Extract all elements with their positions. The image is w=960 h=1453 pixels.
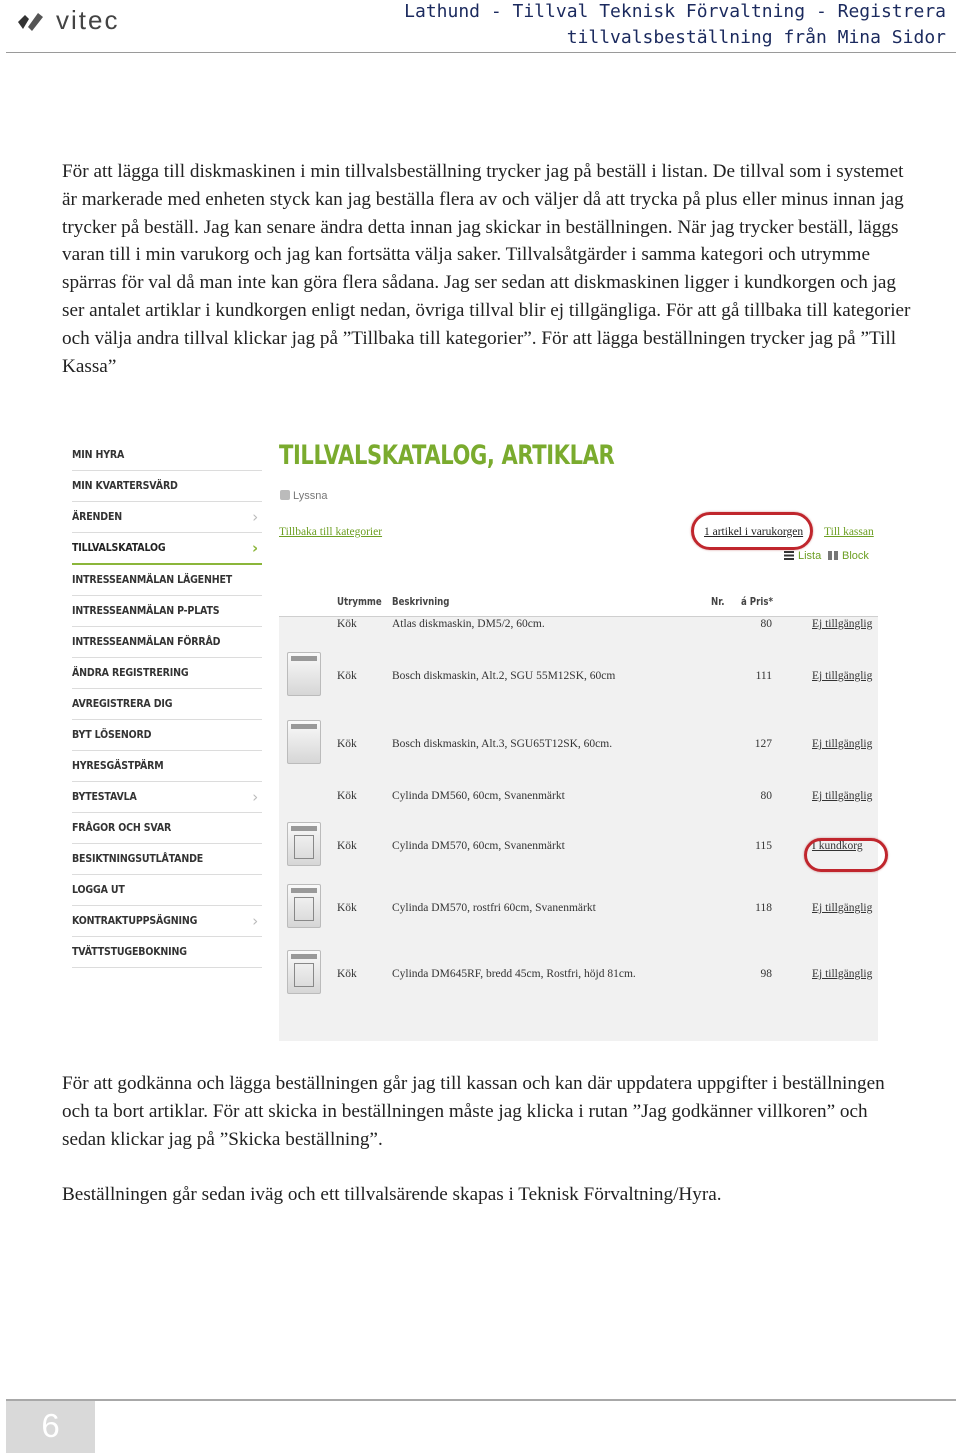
dishwasher-thumbnail xyxy=(287,822,321,866)
description-cell: Cylinda DM570, rostfri 60cm, Svanenmärkt xyxy=(392,902,596,914)
availability-cell[interactable]: Ej tillgänglig xyxy=(812,618,873,630)
room-cell: Kök xyxy=(337,670,357,682)
article-number-cell: 111 xyxy=(755,670,772,682)
vitec-logo-icon xyxy=(16,9,46,35)
view-block-label: Block xyxy=(842,550,869,562)
listen-label: Lyssna xyxy=(293,490,328,502)
sidebar-item[interactable] xyxy=(72,658,262,689)
sidebar-item-label: INTRESSEANMÄLAN LÄGENHET xyxy=(72,573,233,586)
sidebar-item[interactable] xyxy=(72,937,262,968)
availability-cell[interactable]: Ej tillgänglig xyxy=(812,790,873,802)
table-row xyxy=(279,902,878,922)
article-number-cell: 80 xyxy=(760,790,772,802)
incart-highlight-circle xyxy=(804,838,888,872)
sidebar-item-label: MIN KVARTERSVÄRD xyxy=(72,479,178,492)
description-cell: Cylinda DM560, 60cm, Svanenmärkt xyxy=(392,790,565,802)
sidebar-item[interactable] xyxy=(72,627,262,658)
availability-cell[interactable]: Ej tillgänglig xyxy=(812,738,873,750)
sidebar-item-label: ÄNDRA REGISTRERING xyxy=(72,666,189,679)
description-cell: Bosch diskmaskin, Alt.2, SGU 55M12SK, 60cm xyxy=(392,670,616,682)
sidebar-item-label: AVREGISTRERA DIG xyxy=(72,697,173,710)
grid-view-icon xyxy=(828,551,838,560)
sidebar-item[interactable] xyxy=(72,596,262,627)
sidebar-item-label: FRÅGOR OCH SVAR xyxy=(72,821,172,834)
description-cell: Cylinda DM645RF, bredd 45cm, Rostfri, höjd 81cm. xyxy=(392,968,636,980)
col-room-header: Utrymme xyxy=(337,596,382,608)
document-title: Lathund - Tillval Teknisk Förvaltning - Registrera tillvalsbeställning från Mina Sidor xyxy=(404,1,946,48)
sidebar-item[interactable] xyxy=(72,875,262,906)
logo-text: vitec xyxy=(56,5,120,35)
availability-cell[interactable]: Ej tillgänglig xyxy=(812,670,873,682)
availability-cell[interactable]: Ej tillgänglig xyxy=(812,902,873,914)
description-cell: Cylinda DM570, 60cm, Svanenmärkt xyxy=(392,840,565,852)
sidebar-item[interactable] xyxy=(72,440,262,471)
table-row xyxy=(279,618,878,638)
sidebar-item[interactable] xyxy=(72,782,262,813)
sidebar-item[interactable] xyxy=(72,720,262,751)
sidebar-item[interactable] xyxy=(72,565,262,596)
sidebar-item[interactable] xyxy=(72,906,262,937)
room-cell: Kök xyxy=(337,902,357,914)
sidebar-nav xyxy=(72,440,262,968)
col-nr-header: Nr. xyxy=(711,596,725,608)
sidebar-item-label: LOGGA UT xyxy=(72,883,125,896)
table-row xyxy=(279,738,878,758)
sidebar-item-label: TVÄTTSTUGEBOKNING xyxy=(72,945,187,958)
sidebar-item-label: MIN HYRA xyxy=(72,448,125,461)
article-number-cell: 115 xyxy=(755,840,772,852)
vitec-logo xyxy=(16,5,146,35)
col-price-header: á Pris* xyxy=(741,596,773,608)
sidebar-item[interactable] xyxy=(72,533,262,565)
table-header xyxy=(279,582,878,617)
checkout-paragraph: För att godkänna och lägga beställningen går jag till kassan och kan där uppdatera uppgifter i beställningen och ta bort artiklar. För att skicka in beställningen måste jag klicka i rutan ”Jag godkänner villkoren” och sedan klickar jag på ”Skicka beställning”. xyxy=(62,1073,885,1150)
article-number-cell: 127 xyxy=(754,738,772,750)
col-desc-header: Beskrivning xyxy=(392,596,450,608)
view-block-toggle[interactable] xyxy=(828,550,869,562)
sidebar-item-label: TILLVALSKATALOG xyxy=(72,541,166,554)
page-number: 6 xyxy=(41,1407,60,1444)
room-cell: Kök xyxy=(337,968,357,980)
chevron-right-icon: › xyxy=(252,788,258,806)
cart-count-link[interactable]: 1 artikel i varukorgen xyxy=(704,526,804,538)
intro-paragraph: För att lägga till diskmaskinen i min tillvalsbeställning trycker jag på beställ i listan. De tillval som i systemet är markerade med enheten styck kan jag beställa flera av och väljer då att trycka på plus eller minus innan jag trycker på beställ. Jag kan senare ändra detta innan jag skickar in beställningen. När jag trycker beställ, läggs varan till i min varukorg och jag kan fortsätta välja saker. Tillvalsåtgärder i samma kategori och utrymme spärras för val då man inte kan göra flera sådana. Jag ser sedan att diskmaskinen ligger i kundkorgen och jag ser antalet artiklar i kundkorgen enligt nedan, övriga tillval blir ej tillgängliga. För att gå tillbaka till kategorier och välja andra tillval klickar jag på ”Tillbaka till kategorier”. För att lägga beställningen trycker jag på ”Till Kassa” xyxy=(62,161,911,377)
chevron-right-icon: › xyxy=(252,539,258,557)
sidebar-item[interactable] xyxy=(72,471,262,502)
listen-button[interactable] xyxy=(280,490,327,502)
sidebar-item-label: HYRESGÄSTPÄRM xyxy=(72,759,164,772)
article-number-cell: 118 xyxy=(755,902,772,914)
dishwasher-thumbnail xyxy=(287,652,321,696)
room-cell: Kök xyxy=(337,840,357,852)
room-cell: Kök xyxy=(337,790,357,802)
checkout-link[interactable]: Till kassan xyxy=(824,526,874,538)
closing-paragraph: Beställningen går sedan iväg och ett tillvalsärende skapas i Teknisk Förvaltning/Hyra. xyxy=(62,1184,722,1205)
room-cell: Kök xyxy=(337,738,357,750)
sidebar-item[interactable] xyxy=(72,844,262,875)
sidebar-item[interactable] xyxy=(72,813,262,844)
sidebar-item-label: ÄRENDEN xyxy=(72,510,123,523)
sidebar-item[interactable] xyxy=(72,502,262,533)
chevron-right-icon: › xyxy=(252,912,258,930)
article-number-cell: 98 xyxy=(760,968,772,980)
header-divider xyxy=(6,52,956,53)
view-list-label: Lista xyxy=(798,550,822,562)
sidebar-item-label: BYTESTAVLA xyxy=(72,790,137,803)
sidebar-item-label: INTRESSEANMÄLAN P-PLATS xyxy=(72,604,220,617)
sidebar-item-label: KONTRAKTUPPSÄGNING xyxy=(72,914,198,927)
page-header xyxy=(0,0,960,54)
catalog-screenshot xyxy=(60,436,890,1041)
availability-cell[interactable]: I kundkorg xyxy=(812,840,863,852)
table-row xyxy=(279,670,878,690)
catalog-title: TILLVALSKATALOG, ARTIKLAR xyxy=(279,440,615,471)
dishwasher-thumbnail xyxy=(287,884,321,928)
sidebar-item-label: INTRESSEANMÄLAN FÖRRÅD xyxy=(72,635,221,648)
sidebar-item-label: BESIKTNINGSUTLÅTANDE xyxy=(72,852,204,865)
sidebar-item[interactable] xyxy=(72,689,262,720)
footer-divider xyxy=(6,1399,956,1401)
articles-table xyxy=(279,582,878,1041)
dishwasher-thumbnail xyxy=(287,950,321,994)
availability-cell[interactable]: Ej tillgänglig xyxy=(812,968,873,980)
article-number-cell: 80 xyxy=(760,618,772,630)
speaker-icon xyxy=(280,490,290,500)
dishwasher-thumbnail xyxy=(287,720,321,764)
table-row xyxy=(279,968,878,988)
sidebar-item-label: BYT LÖSENORD xyxy=(72,728,152,741)
chevron-right-icon: › xyxy=(252,508,258,526)
table-row xyxy=(279,840,878,860)
table-row xyxy=(279,790,878,810)
view-list-toggle[interactable] xyxy=(784,550,821,562)
list-view-icon xyxy=(784,551,794,560)
sidebar-item[interactable] xyxy=(72,751,262,782)
room-cell: Kök xyxy=(337,618,357,630)
description-cell: Bosch diskmaskin, Alt.3, SGU65T12SK, 60cm. xyxy=(392,738,613,750)
description-cell: Atlas diskmaskin, DM5/2, 60cm. xyxy=(392,618,545,630)
back-to-categories-link[interactable]: Tillbaka till kategorier xyxy=(279,526,383,538)
page-number-box xyxy=(6,1401,95,1453)
